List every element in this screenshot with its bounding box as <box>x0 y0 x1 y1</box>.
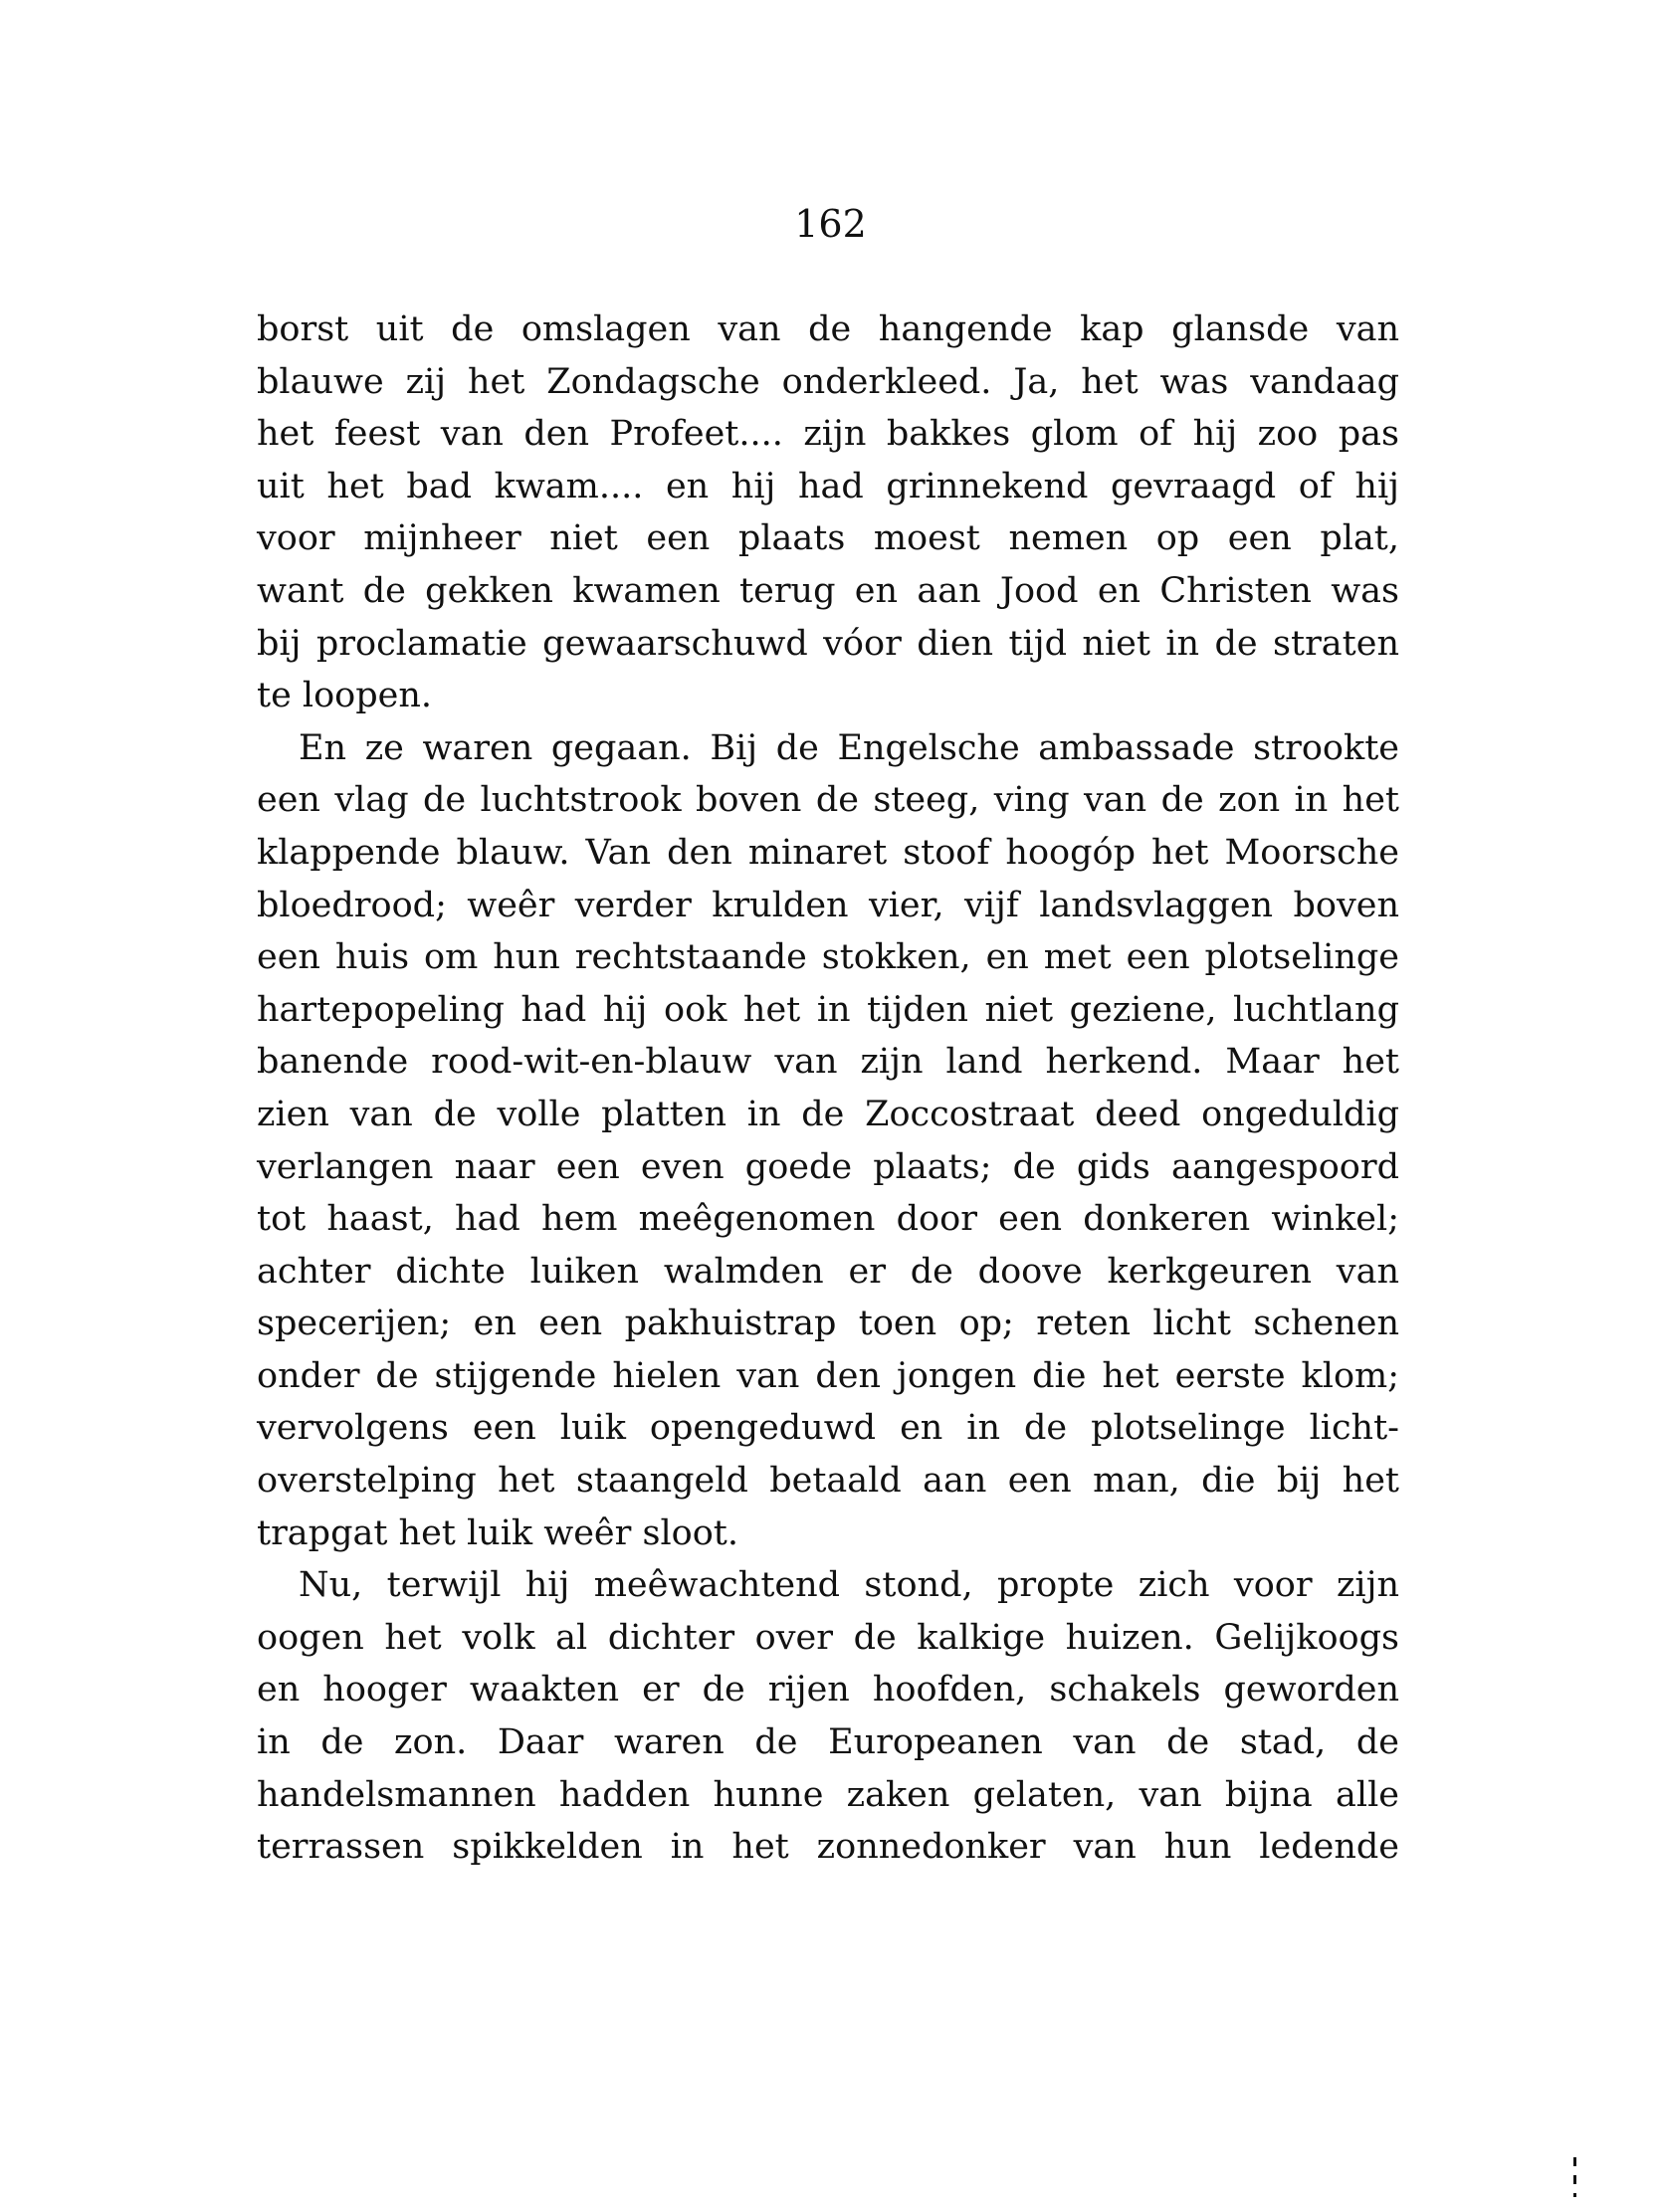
text-line: Nu, terwijl hij meêwachtend stond, propte zich voor zijn <box>299 1565 1399 1606</box>
text-line: banende rood-wit-en-blauw van zijn land herkend. Maar het <box>257 1042 1399 1083</box>
text-line: te loopen. <box>257 676 433 716</box>
text-line: bloedrood; weêr verder krulden vier, vijf landsvlaggen boven <box>257 885 1399 925</box>
text-line: handelsmannen hadden hunne zaken gelaten, van bijna alle <box>257 1774 1399 1815</box>
text-line: voor mijnheer niet een plaats moest nemen op een plat, <box>257 518 1399 559</box>
paragraph <box>257 303 1399 722</box>
paragraph <box>257 1559 1399 1874</box>
text-line: en hooger waakten er de rijen hoofden, schakels geworden <box>257 1670 1399 1710</box>
text-line: oogen het volk al dichter over de kalkige huizen. Gelijkoogs <box>257 1617 1399 1658</box>
text-line: onder de stijgende hielen van den jongen die het eerste klom; <box>257 1355 1399 1396</box>
text-line: specerijen; en een pakhuistrap toen op; reten licht schenen <box>257 1304 1399 1344</box>
body-text <box>257 303 1399 1874</box>
text-line: uit het bad kwam.... en hij had grinnekend gevraagd of hij <box>257 466 1399 506</box>
text-line: hartepopeling had hij ook het in tijden niet geziene, luchtlang <box>257 989 1399 1030</box>
text-line: in de zon. Daar waren de Europeanen van de stad, de <box>257 1722 1399 1763</box>
text-line: want de gekken kwamen terug en aan Jood en Christen was <box>257 570 1399 611</box>
text-line: tot haast, had hem meêgenomen door een donkeren winkel; <box>257 1199 1399 1240</box>
text-line: het feest van den Profeet.... zijn bakkes glom of hij zoo pas <box>257 414 1399 455</box>
text-line: zien van de volle platten in de Zoccostraat deed ongeduldig <box>257 1094 1399 1134</box>
paragraph <box>257 722 1399 1560</box>
page-number: 162 <box>794 202 867 246</box>
text-line: trapgat het luik weêr sloot. <box>257 1512 738 1553</box>
text-line: achter dichte luiken walmden er de doove kerkgeuren van <box>257 1251 1399 1292</box>
text-line: borst uit de omslagen van de hangende kap glansde van <box>257 309 1399 349</box>
text-line: overstelping het staangeld betaald aan een man, die bij het <box>257 1461 1399 1502</box>
text-line: blauwe zij het Zondagsche onderkleed. Ja, het was vandaag <box>257 361 1399 402</box>
text-line: bij proclamatie gewaarschuwd vóor dien tijd niet in de straten <box>257 623 1399 664</box>
text-line: En ze waren gegaan. Bij de Engelsche ambassade strookte <box>299 727 1399 768</box>
margin-mark <box>1573 2157 1576 2197</box>
text-line: een vlag de luchtstrook boven de steeg, ving van de zon in het <box>257 780 1399 821</box>
text-line: klappende blauw. Van den minaret stoof hoogóp het Moorsche <box>257 832 1399 873</box>
text-line: vervolgens een luik opengeduwd en in de plotselinge licht- <box>257 1408 1399 1449</box>
text-line: een huis om hun rechtstaande stokken, en met een plotselinge <box>257 937 1399 978</box>
text-line: verlangen naar een even goede plaats; de gids aangespoord <box>257 1146 1399 1187</box>
text-line: terrassen spikkelden in het zonnedonker van hun ledende <box>257 1827 1399 1868</box>
